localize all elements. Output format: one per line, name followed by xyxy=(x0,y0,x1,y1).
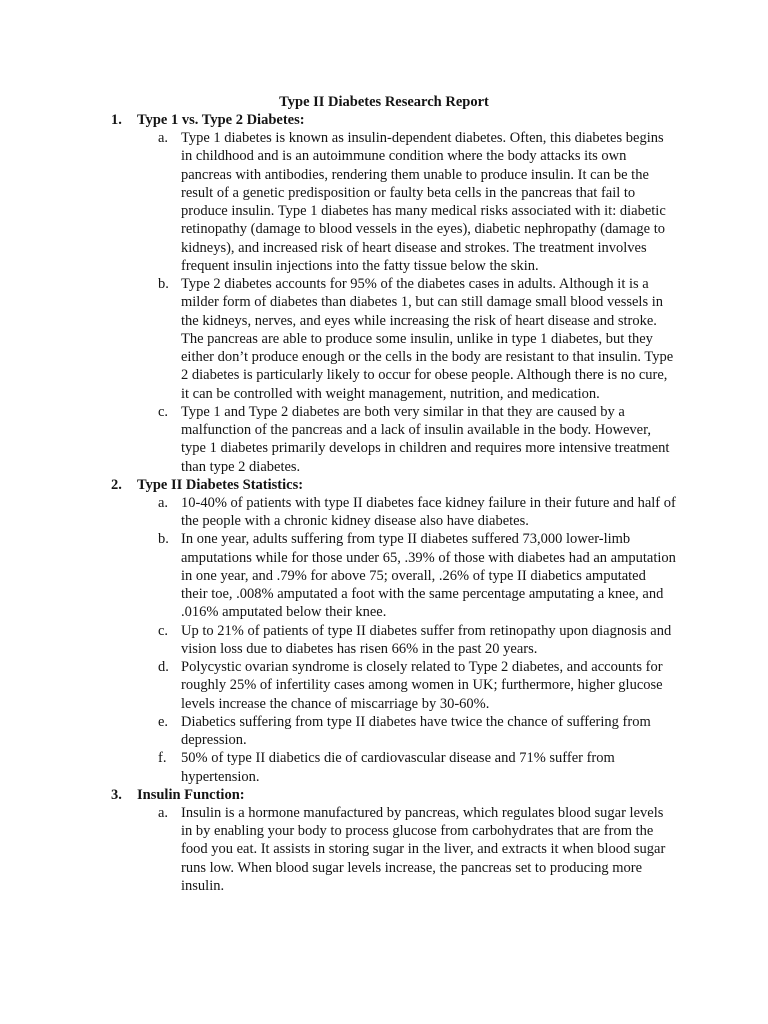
section-title: Insulin Function: xyxy=(137,786,245,803)
item-text: 50% of type II diabetics die of cardiovascular disease and 71% suffer from hypertension. xyxy=(181,750,615,785)
item-marker: b. xyxy=(158,276,169,292)
list-item xyxy=(0,129,676,275)
item-marker: a. xyxy=(158,494,169,511)
section-title: Type II Diabetes Statistics: xyxy=(137,476,304,493)
section-statistics xyxy=(0,476,768,786)
section-number: 1. xyxy=(111,112,122,128)
item-list xyxy=(0,129,768,476)
section-title: Type 1 vs. Type 2 Diabetes: xyxy=(137,112,305,128)
item-marker: b. xyxy=(158,531,169,548)
list-item xyxy=(0,403,676,476)
list-item xyxy=(0,275,676,403)
item-marker: a. xyxy=(158,130,169,146)
item-list xyxy=(0,804,768,895)
list-item xyxy=(0,658,676,713)
item-list xyxy=(0,494,768,786)
item-marker: d. xyxy=(158,659,169,675)
item-text: Diabetics suffering from type II diabetes have twice the chance of suffering from depression. xyxy=(181,713,651,748)
section-number: 3. xyxy=(111,786,122,803)
list-item xyxy=(0,494,676,531)
item-marker: c. xyxy=(158,622,169,639)
item-text: Polycystic ovarian syndrome is closely related to Type 2 diabetes, and accounts for roughly 25% of infertility cases among women in UK; furthermore, higher glucose levels increase the chance of miscarriage by 30-60%. xyxy=(181,659,663,712)
item-marker: c. xyxy=(158,403,169,420)
item-marker: a. xyxy=(158,804,169,821)
section-heading xyxy=(0,786,768,804)
item-text: Type 1 and Type 2 diabetes are both very similar in that they are caused by a malfunction of the pancreas and a lack of insulin available in the body. However, type 1 diabetes primarily develops in children and requires more intensive treatment than type 2 diabetes. xyxy=(181,403,670,475)
section-list xyxy=(0,111,768,895)
list-item xyxy=(0,622,676,659)
item-marker: e. xyxy=(158,713,169,730)
item-text: Up to 21% of patients of type II diabetes suffer from retinopathy upon diagnosis and vision loss due to diabetes has risen 66% in the past 20 years. xyxy=(181,622,672,657)
list-item xyxy=(0,713,676,750)
section-heading xyxy=(0,111,768,129)
list-item xyxy=(0,530,676,621)
item-marker: f. xyxy=(158,750,167,767)
section-insulin-function xyxy=(0,786,768,895)
section-heading xyxy=(0,476,768,494)
item-text: 10-40% of patients with type II diabetes face kidney failure in their future and half of the people with a chronic kidney disease also have diabetes. xyxy=(181,494,676,529)
document-title: Type II Diabetes Research Report xyxy=(279,94,489,110)
section-type1-vs-type2 xyxy=(0,111,768,476)
item-text: Type 2 diabetes accounts for 95% of the diabetes cases in adults. Although it is a milder form of diabetes than diabetes 1, but can still damage small blood vessels in the kidneys, nerves, and eyes while increasing the risk of heart disease and stroke. The pancreas are able to produce some insulin, unlike in type 1 diabetes, but they either don’t produce enough or the cells in the body are resistant to that insulin. Type 2 diabetes is particularly likely to occur for obese people. Although there is no cure, it can be controlled with weight management, nutrition, and medication. xyxy=(181,276,674,402)
item-text: Type 1 diabetes is known as insulin-dependent diabetes. Often, this diabetes begins in childhood and is an autoimmune condition where the body attacks its own pancreas with antibodies, rendering them unable to produce insulin. It can be the result of a genetic predisposition or faulty beta cells in the pancreas that fail to produce insulin. Type 1 diabetes has many medical risks associated with it: diabetic retinopathy (damage to blood vessels in the eyes), diabetic nephropathy (damage to kidneys), and increased risk of heart disease and strokes. The treatment involves frequent insulin injections into the fatty tissue below the skin. xyxy=(181,130,666,274)
item-text: In one year, adults suffering from type II diabetes suffered 73,000 lower-limb amputations while for those under 65, .39% of those with diabetes had an amputation in one year, and .79% for above 75; overall, .26% of type II diabetics amputated their toe, .008% amputated a foot with the same percentage amputating a knee, and .016% amputated below their knee. xyxy=(181,531,676,621)
list-item xyxy=(0,749,676,786)
list-item xyxy=(0,804,676,895)
section-number: 2. xyxy=(111,476,122,493)
item-text: Insulin is a hormone manufactured by pancreas, which regulates blood sugar levels in by enabling your body to process glucose from carbohydrates that are from the food you eat. It assists in storing sugar in the liver, and extracts it when blood sugar runs low. When blood sugar levels increase, the pancreas set to producing more insulin. xyxy=(181,804,666,894)
